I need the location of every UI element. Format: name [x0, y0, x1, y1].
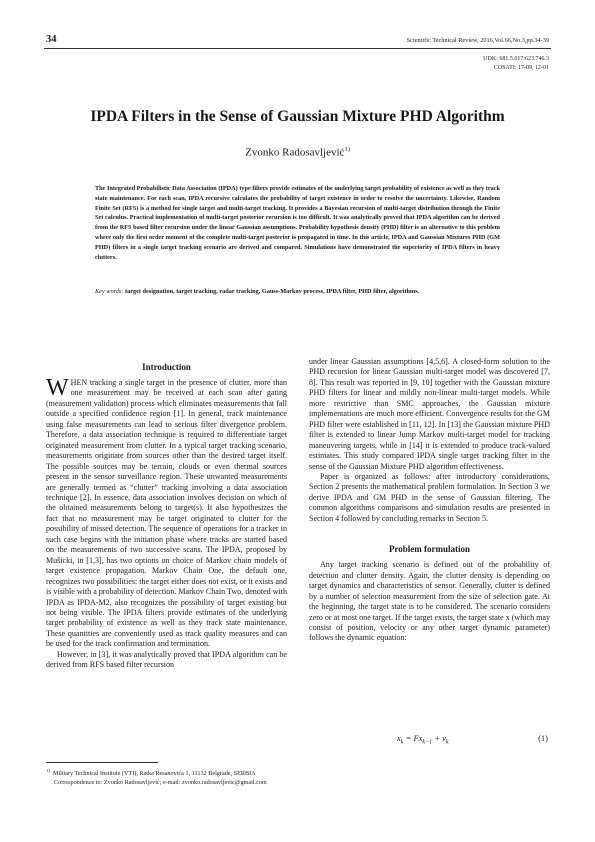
paper-title: IPDA Filters in the Sense of Gaussian Mixture PHD Algorithm [90, 108, 505, 125]
author-line [44, 146, 551, 159]
keywords [95, 287, 515, 297]
equation-1 [309, 733, 550, 745]
equation-body: $x_k = Fx_{k-1} + v_k$ [397, 733, 449, 746]
abstract: The Integrated Probabilistic Data Association (IPDA) type filters provide estimates of the underlying target probability of existence as well as they track state maintenance. For each scan, IPDA recursive calculates the probability of target existence in order to resolve the uncertainty. Likewise, Random Finite Set (RFS) is a method for single target and multi-target tracking. It provides a Bayesian recursion of multi-target distribution through the Finite Set calculus. Practical implementation of multi-target posterior recursion is too difficult. It was analytically proved that IPDA algorithm can be derived from the RFS based filter recursion under the linear Gaussian assumptions. Probability hypothesis density (PHD) filter is an alternative to this problem where only the first order moment of the complete multi-target posterior is propagated in time. In this article, IPDA and Gaussian Mixtures PHD (GM PHD) filters in a single target tracking scenario are derived and compared. Simulations have demonstrated the superiority of IPDA filters in heavy clutters. [95, 185, 500, 261]
equation-number: (1) [538, 733, 548, 743]
footnote-mark: 1) [46, 768, 50, 773]
intro-paragraph-1-text: HEN tracking a single target in the presence of clutter, more than one measurement may be received at each scan after gating (measurement validation) process which eliminates measurements that fall outside a specified confidence region [1]. In general, track maintenance using false measurements can lead to serious filter divergence problem. Therefore, a data association technique is required to differentiate target originated measurement from clutter. In a typical target tracking scenario, measurements originate from sources other than the desired target itself. The possible sources may be terrain, clouds or even thermal sources present in the sensor surveillance region. These unwanted measurements are generally termed as “clutter” tracking involving a data association technique [2]. In essence, data association involves decision on which of the obtained measurements belong to target(s). It also hypothesizes the fact that no measurement may be target originated to clutter for the possibility of missed detection. The sequence of operations for a tracker in such case begins with the initiation phase where tracks are started based on the measurements of two successive scans. The IPDA, proposed by Mušicki, in [1,3], has two options on choice of Markov chain models of target existence propagation. Markov Chain One, the default one, recognizes two possibilities: the target either does not exist, or it exists and is visible with a probability of detection. Markov Chain Two, denoted with IPDA as IPDA-M2, also recognizes the possibility of target existing but not being visible. The IPDA filters provide estimates of the underlying target probability of existence as well as they track state maintenance. These quantities are conveniently used as track quality measures and can be used for the track confirmation and termination. [46, 378, 287, 649]
introduction-heading: Introduction [142, 362, 191, 372]
author-name: Zvonko Radosavljević [245, 146, 345, 159]
footnote [46, 767, 267, 787]
intro-paragraph-4: Paper is organized as follows: after introductory considerations, Section 2 presents the mathematical problem formulation. In Section 3 we derive IPDA and GM PHD in the sense of Gaussian filtering. The common algorithms comparisons and simulation results are presented in Section 4 followed by concluding remarks in Section 5. [309, 471, 550, 523]
footnote-line-1: Military Technical Institute (VTI), Ratka Resanovića 1, 11132 Belgrade, SERBIA [52, 770, 256, 778]
intro-paragraph-1 [46, 375, 287, 650]
page-number: 34 [46, 34, 57, 45]
problem-formulation-heading: Problem formulation [388, 544, 471, 555]
classification-codes [483, 55, 549, 72]
footnote-affiliation [46, 767, 267, 779]
drop-cap: W [46, 375, 69, 401]
footnote-rule [46, 762, 158, 763]
problem-paragraph-1: Any target tracking scenario is defined out of the probability of detection and clutter density. Again, the clutter density is depending on target dynamics and characteristics of sensor. Generally, clutter is defined by a number of selection measurement from the size of selection gate. At the beginning, the target state is to be considered. The scenario considers zero or at most one target. If the target exists, the target state x (which may consist of position, velocity or any other target dynamic parameter) follows the dynamic equation: [309, 560, 550, 643]
right-column [309, 357, 550, 644]
journal-reference: Scientific Technical Review, 2016,Vol.66,No.3,pp.34-39 [406, 37, 549, 44]
footnote-line-2: Correspondence to: Zvonko Radosavljević; e-mail: zvonko.radosavljevic@gmail.com [54, 778, 267, 786]
intro-paragraph-3: under linear Gaussian assumptions [4,5,6]. A closed-form solution to the PHD recursion for linear Gaussian multi-target model was discovered [7, 8]. This result was reported in [9, 10] together with the Gaussian mixture PHD filters for linear and mildly non-linear multi-target models. While more restrictive than SMC approaches, the Gaussian mixture implementations are much more efficient. Convergence results for the GM PHD filter were established in [11, 12]. In [13] the Gaussian mixture PHD filter is extended to linear Jump Markov multi-target model for tracking maneuvering targets, while in [14] it is extended to produce track-valued estimates. This study compared IPDA single target tracking filter in the sense of the Gaussian Mixture PHD algorithm effectiveness. [309, 357, 550, 471]
author-affiliation-mark: 1) [344, 146, 350, 153]
left-column [46, 362, 287, 671]
cosati-code: COSATI: 17-09, 12-01 [493, 64, 549, 71]
keywords-label: Key words: [95, 288, 124, 295]
intro-paragraph-2: However, in [3], it was analytically proved that IPDA algorithm can be derived from RFS based filter recursion [46, 649, 287, 670]
header-rule [44, 48, 551, 49]
udk-code: UDK: 681.5.017:623.746.3 [483, 56, 549, 62]
keywords-text: target designation, target tracking, radar tracking, Gauss-Markov process, IPDA filter, PHD filter, algorithms. [124, 288, 420, 295]
